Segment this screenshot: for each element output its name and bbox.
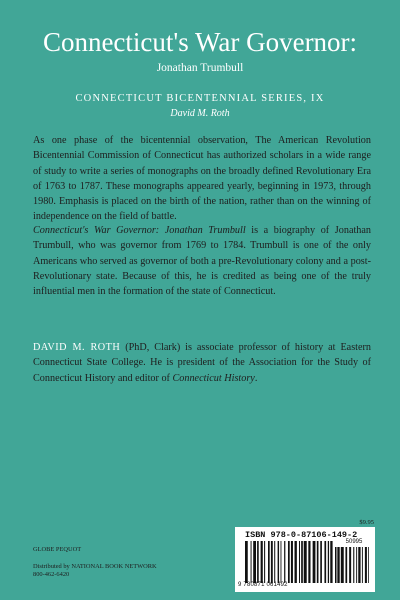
barcode-bar [245,541,248,583]
publisher-name: GLOBE PEQUOT [33,546,82,553]
barcode-block [235,527,375,592]
author-name: DAVID M. ROTH [33,342,121,353]
barcode-bar [264,541,265,583]
barcode-bar [313,541,316,583]
author-bio-text: (PhD, Clark) is associate professor of history at Eastern Connecticut State College. He is president of the Association for the Study of Connecticut History and editor of [33,342,372,384]
book-subtitle: Jonathan Trumbull [156,62,244,74]
book-title: Connecticut's War Governor: [42,27,358,57]
price-addon-digits: 50995 [345,539,363,545]
barcode-bar [330,541,332,583]
distributor-text: Distributed by NATIONAL BOOK NETWORK [33,563,157,570]
author-byline: David M. Roth [170,108,230,119]
barcode-bar [356,547,357,583]
biography-text: is a biography of Jonathan Trumbull, who was governor from 1769 to 1784. Trumbull is one of the only Americans who served as governor of both a pre-Revolutionary colony and a post-Revolutionary state. Because of this, he is credited as being one of the truly influential men in the formation of the state of Connecticut. [33,225,371,298]
barcode-bar [295,541,297,583]
barcode-bar [281,541,282,583]
barcode-bar [251,541,252,583]
ean-barcode [245,541,333,583]
barcode-bar [299,541,300,583]
barcode-bar [353,547,354,583]
distributor-phone: 800-462-6420 [33,571,70,578]
barcode-bar [341,547,344,583]
biography-paragraph [33,223,371,299]
barcode-bar [257,541,259,583]
barcode-bar [274,541,275,583]
description-paragraph: As one phase of the bicentennial observation, The American Revolution Bicentennial Commission of Connecticut has authorized scholars in a wide range of study to write a series of monographs on the broadly defined Revolutionary Era of 1763 to 1787. These monographs appeared yearly, beginning in 1973, through 1980. Emphasis is placed on the birth of the nation, rather than on the winning of independence on the field of battle. [33,135,371,223]
barcode-bar [268,541,270,583]
barcode-bar [288,541,290,583]
barcode-bar [261,541,263,583]
barcode-bar [317,541,319,583]
author-bio-end: . [254,372,258,384]
author-bio-paragraph [33,340,371,386]
barcode-bar [253,541,256,583]
barcode-bar [271,541,273,583]
barcode-bar [358,547,360,583]
barcode-bar [308,541,310,583]
barcode-bar [345,547,347,583]
barcode-bar [301,541,303,583]
barcode-bar [284,541,285,583]
price-label: $9.95 [359,519,374,526]
book-title-reference: Connecticut's War Governor: Jonathan Trumbull [33,225,246,236]
barcode-bar [320,541,322,583]
ean-digits: 9 780871 061492 [238,582,288,588]
barcode-bar [362,547,363,583]
journal-title: Connecticut History [172,372,255,384]
barcode-bar [324,541,326,583]
barcode-bar [337,547,339,583]
barcode-bar [291,541,293,583]
barcode-bar [335,547,337,583]
barcode-bar [278,541,279,583]
price-addon-barcode [335,547,369,583]
barcode-bar [365,547,367,583]
barcode-bar [349,547,351,583]
barcode-bar [304,541,307,583]
barcode-bar [328,541,329,583]
isbn-label: ISBN 978-0-87106-149-2 [245,530,358,540]
series-name: CONNECTICUT BICENTENNIAL SERIES, IX [75,93,325,104]
barcode-bar [368,547,369,583]
